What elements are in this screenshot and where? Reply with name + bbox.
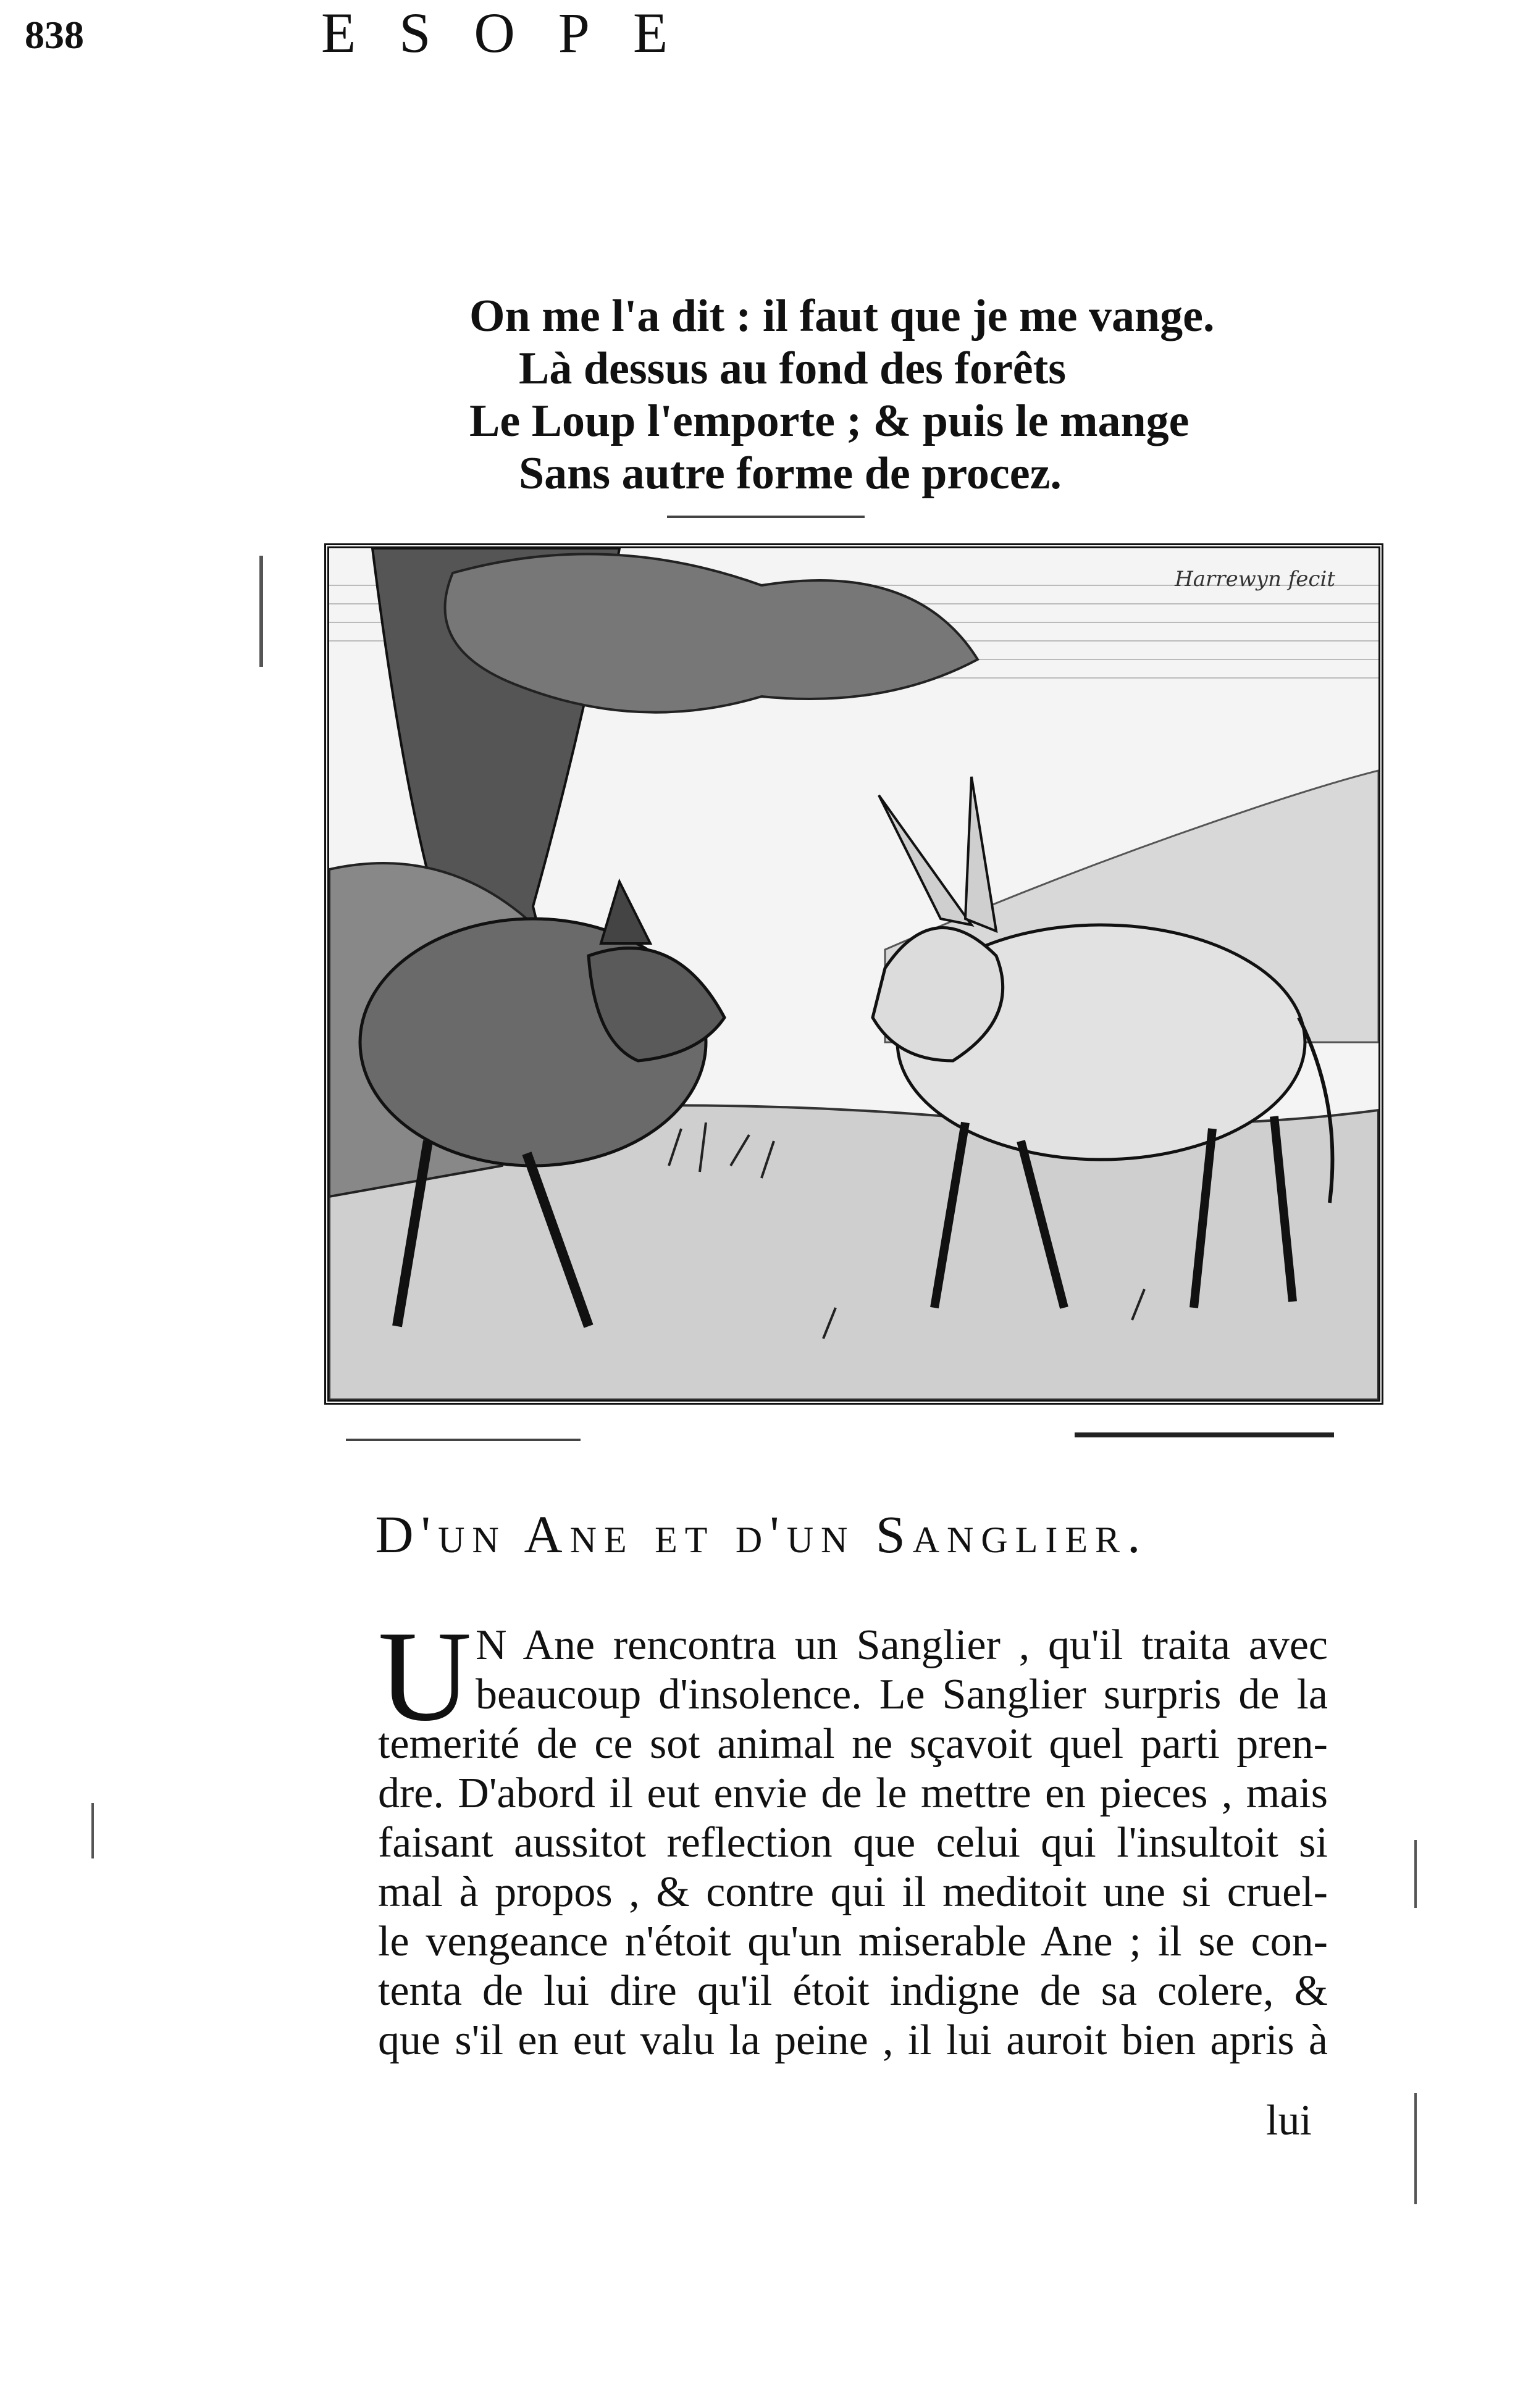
- fable-title: D'un Ane et d'un Sanglier.: [375, 1505, 1148, 1564]
- verse-line: Le Loup l'emporte ; & puis le mange: [469, 396, 1189, 446]
- body-line: le vengeance n'étoit qu'un miserable Ane ; il se con-: [378, 1918, 1328, 1965]
- catchword: lui: [1266, 2097, 1312, 2144]
- bottom-rule-ornament: [1075, 1432, 1334, 1437]
- scan-mark: [91, 1803, 94, 1858]
- scan-mark: [1414, 1840, 1417, 1908]
- verse-line: Sans autre forme de procez.: [519, 448, 1062, 499]
- top-rule: [667, 516, 865, 518]
- body-line: que s'il en eut valu la peine , il lui auroit bien apris à: [378, 2017, 1328, 2064]
- tree-foliage: [445, 554, 978, 712]
- engraver-signature: Harrewyn fecit: [1175, 567, 1335, 592]
- page-number: 838: [25, 13, 84, 57]
- body-line: faisant aussitot reflection que celui qui l'insultoit si: [378, 1819, 1328, 1867]
- scan-mark: [259, 556, 263, 667]
- body-line: dre. D'abord il eut envie de le mettre en pieces , mais: [378, 1770, 1328, 1817]
- verse-line: On me l'a dit : il faut que je me vange.: [469, 291, 1215, 341]
- running-head: [0, 0, 741, 68]
- bottom-rule: [346, 1439, 581, 1441]
- body-line: mal à propos , & contre qui il meditoit une si cruel-: [378, 1868, 1328, 1916]
- verse-line: Là dessus au fond des forêts: [519, 343, 1067, 394]
- scan-mark: [1414, 2093, 1417, 2204]
- body-line: beaucoup d'insolence. Le Sanglier surpris de la: [476, 1671, 1328, 1718]
- body-line: temerité de ce sot animal ne sçavoit quel parti pren-: [378, 1720, 1328, 1768]
- body-line: tenta de lui dire qu'il étoit indigne de sa colere, &: [378, 1967, 1328, 2015]
- drop-cap: U: [378, 1605, 472, 1748]
- running-title: ESOPE: [321, 1, 711, 64]
- engraving-art: [329, 548, 1378, 1400]
- engraving-illustration: [324, 543, 1383, 1405]
- body-line: N Ane rencontra un Sanglier , qu'il traita avec: [476, 1621, 1328, 1669]
